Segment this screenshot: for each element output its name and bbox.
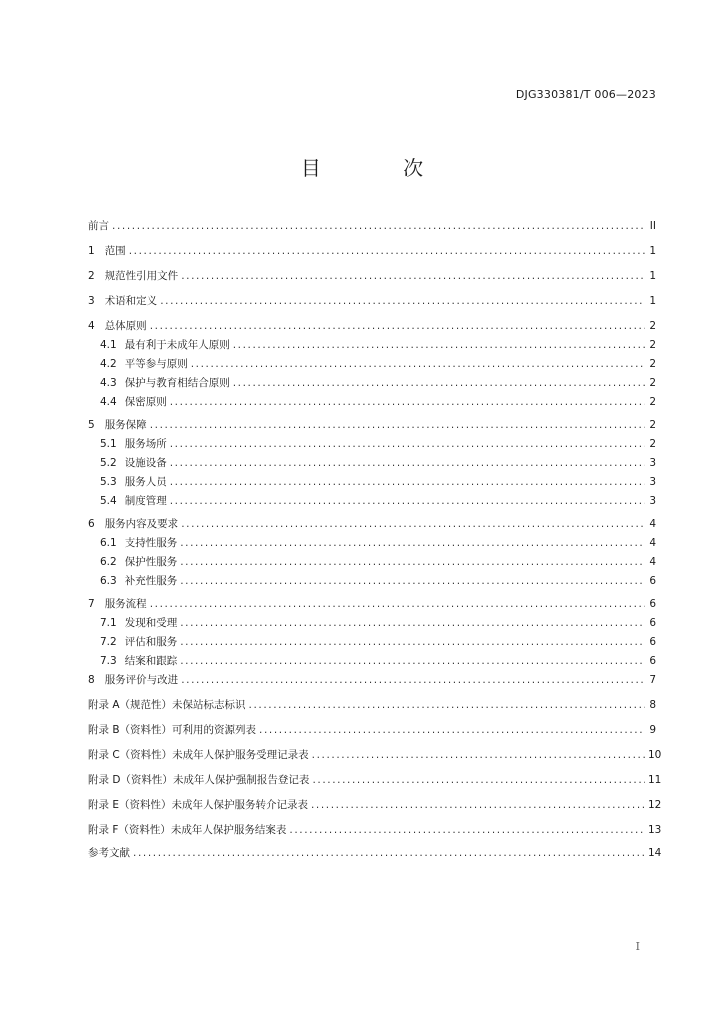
toc-dot-leader [180,653,645,669]
toc-label: 最有利于未成年人原则 [124,339,230,351]
toc-page-number: 3 [649,476,656,488]
toc-dot-leader [180,554,645,570]
toc-page-number: 2 [649,396,656,408]
toc-section-entry[interactable] [88,516,656,532]
toc-page-number: 1 [649,270,656,282]
toc-label: 未保站标志标识 [172,699,246,711]
toc-dot-leader [150,318,645,334]
toc-label: 可利用的资源列表 [172,724,257,736]
toc-number: 5 [88,419,95,431]
toc-appendix-entry[interactable] [88,797,662,813]
toc-section-entry[interactable] [88,218,656,234]
toc-label: 补充性服务 [124,575,178,587]
toc-dot-leader [180,615,645,631]
toc-appendix-tag: 附录 B（资料性） [88,724,173,736]
toc-section-entry[interactable] [88,293,656,309]
toc-number: 4.3 [100,377,117,389]
toc-dot-leader [181,672,645,688]
toc-number: 5.3 [100,476,117,488]
toc-subsection-entry[interactable] [100,474,656,490]
toc-dot-leader [170,474,645,490]
toc-page-number: 6 [649,598,656,610]
toc-page-number: 10 [648,749,662,761]
toc-number: 5.2 [100,457,117,469]
toc-page-number: 6 [649,575,656,587]
toc-page-number: 4 [649,518,656,530]
toc-page-number: 2 [649,339,656,351]
toc-number: 8 [88,674,95,686]
toc-page-number: 3 [649,495,656,507]
toc-section-entry[interactable] [88,268,656,284]
toc-page-number: 6 [649,617,656,629]
toc-page-number: II [649,220,656,232]
document-code: DJG330381/T 006—2023 [515,88,656,101]
toc-label: 未成年人保护服务结案表 [170,824,287,836]
toc-dot-leader [249,697,645,713]
toc-number: 6.2 [100,556,117,568]
toc-subsection-entry[interactable] [100,615,656,631]
toc-dot-leader [170,394,645,410]
toc-page-number: 2 [649,358,656,370]
toc-label: 发现和受理 [124,617,178,629]
page-title: 目 次 [300,156,462,180]
toc-dot-leader [289,822,645,838]
toc-appendix-tag: 附录 D（资料性） [88,774,173,786]
toc-page-number: 3 [649,457,656,469]
toc-page-number: 6 [649,655,656,667]
toc-label: 服务人员 [124,476,167,488]
toc-page-number: 2 [649,377,656,389]
toc-section-entry[interactable] [88,318,656,334]
toc-label: 保护与教育相结合原则 [124,377,230,389]
toc-dot-leader [170,436,645,452]
toc-dot-leader [129,243,645,259]
toc-appendix-tag: 附录 E（资料性） [88,799,172,811]
toc-dot-leader [181,516,645,532]
toc-page-number: 13 [648,824,662,836]
toc-appendix-tag: 附录 A（规范性） [88,699,173,711]
toc-subsection-entry[interactable] [100,436,656,452]
toc-appendix-entry[interactable] [88,722,656,738]
toc-number: 5.4 [100,495,117,507]
toc-number: 7.1 [100,617,117,629]
toc-dot-leader [181,268,645,284]
toc-page-number: 1 [649,295,656,307]
toc-label: 服务评价与改进 [104,674,179,686]
toc-label: 保护性服务 [124,556,178,568]
toc-label: 术语和定义 [104,295,158,307]
toc-page-number: 2 [649,419,656,431]
toc-dot-leader [133,845,645,861]
toc-dot-leader [112,218,645,234]
toc-page-number: 6 [649,636,656,648]
toc-label: 设施设备 [124,457,167,469]
toc-dot-leader [233,375,645,391]
toc-dot-leader [180,573,645,589]
toc-subsection-entry[interactable] [100,394,656,410]
toc-number: 4.2 [100,358,117,370]
toc-dot-leader [180,535,645,551]
toc-page-number: 14 [648,847,662,859]
toc-dot-leader [259,722,645,738]
page-number: I [635,940,640,953]
toc-subsection-entry[interactable] [100,573,656,589]
toc-label: 制度管理 [124,495,167,507]
toc-subsection-entry[interactable] [100,455,656,471]
toc-appendix-entry[interactable] [88,822,662,838]
toc-label: 服务保障 [104,419,147,431]
toc-number: 1 [88,245,95,257]
toc-number: 6 [88,518,95,530]
toc-label: 服务场所 [124,438,167,450]
toc-subsection-entry[interactable] [100,634,656,650]
toc-subsection-entry[interactable] [100,337,656,353]
toc-number: 7 [88,598,95,610]
toc-label: 服务内容及要求 [104,518,179,530]
toc-appendix-entry[interactable] [88,747,662,763]
toc-section-entry[interactable] [88,596,656,612]
toc-page-number: 2 [649,320,656,332]
toc-appendix-entry[interactable] [88,697,656,713]
toc-label: 总体原则 [104,320,147,332]
toc-number: 3 [88,295,95,307]
toc-dot-leader [233,337,645,353]
toc-section-entry[interactable] [88,672,656,688]
toc-number: 4.4 [100,396,117,408]
toc-label: 参考文献 [88,847,130,859]
toc-number: 2 [88,270,95,282]
toc-subsection-entry[interactable] [100,535,656,551]
toc-number: 7.2 [100,636,117,648]
toc-label: 平等参与原则 [124,358,188,370]
toc-page-number: 8 [649,699,656,711]
toc-label: 规范性引用文件 [104,270,179,282]
toc-page-number: 7 [649,674,656,686]
toc-page-number: 1 [649,245,656,257]
toc-page-number: 4 [649,556,656,568]
toc-appendix-tag: 附录 F（资料性） [88,824,171,836]
toc-label: 未成年人保护服务转介记录表 [171,799,308,811]
toc-section-entry[interactable] [88,417,656,433]
toc-dot-leader [170,455,645,471]
toc-dot-leader [160,293,645,309]
toc-section-entry[interactable] [88,243,656,259]
toc-label: 结案和跟踪 [124,655,178,667]
toc-label: 服务流程 [104,598,147,610]
toc-label: 保密原则 [124,396,167,408]
toc-label: 前言 [88,220,109,232]
toc-subsection-entry[interactable] [100,356,656,372]
toc-page-number: 11 [648,774,662,786]
toc-appendix-entry[interactable] [88,772,662,788]
toc-number: 6.1 [100,537,117,549]
toc-dot-leader [170,493,645,509]
toc-page-number: 4 [649,537,656,549]
toc-dot-leader [150,417,645,433]
toc-label: 未成年人保护服务受理记录表 [172,749,309,761]
toc-number: 4 [88,320,95,332]
toc-dot-leader [311,797,645,813]
toc-dot-leader [150,596,645,612]
toc-label: 未成年人保护强制报告登记表 [172,774,310,786]
toc-dot-leader [312,747,645,763]
toc-appendix-tag: 附录 C（资料性） [88,749,173,761]
toc-label: 评估和服务 [124,636,178,648]
toc-dot-leader [180,634,645,650]
toc-number: 6.3 [100,575,117,587]
toc-subsection-entry[interactable] [100,375,656,391]
toc-label: 范围 [104,245,126,257]
toc-number: 7.3 [100,655,117,667]
toc-dot-leader [312,772,645,788]
toc-subsection-entry[interactable] [100,554,656,570]
toc-subsection-entry[interactable] [100,493,656,509]
toc-section-entry[interactable] [88,845,662,861]
toc-page-number: 9 [649,724,656,736]
toc-label: 支持性服务 [124,537,178,549]
toc-number: 4.1 [100,339,117,351]
toc-number: 5.1 [100,438,117,450]
toc-page-number: 12 [648,799,662,811]
toc-dot-leader [191,356,645,372]
toc-subsection-entry[interactable] [100,653,656,669]
toc-page-number: 2 [649,438,656,450]
